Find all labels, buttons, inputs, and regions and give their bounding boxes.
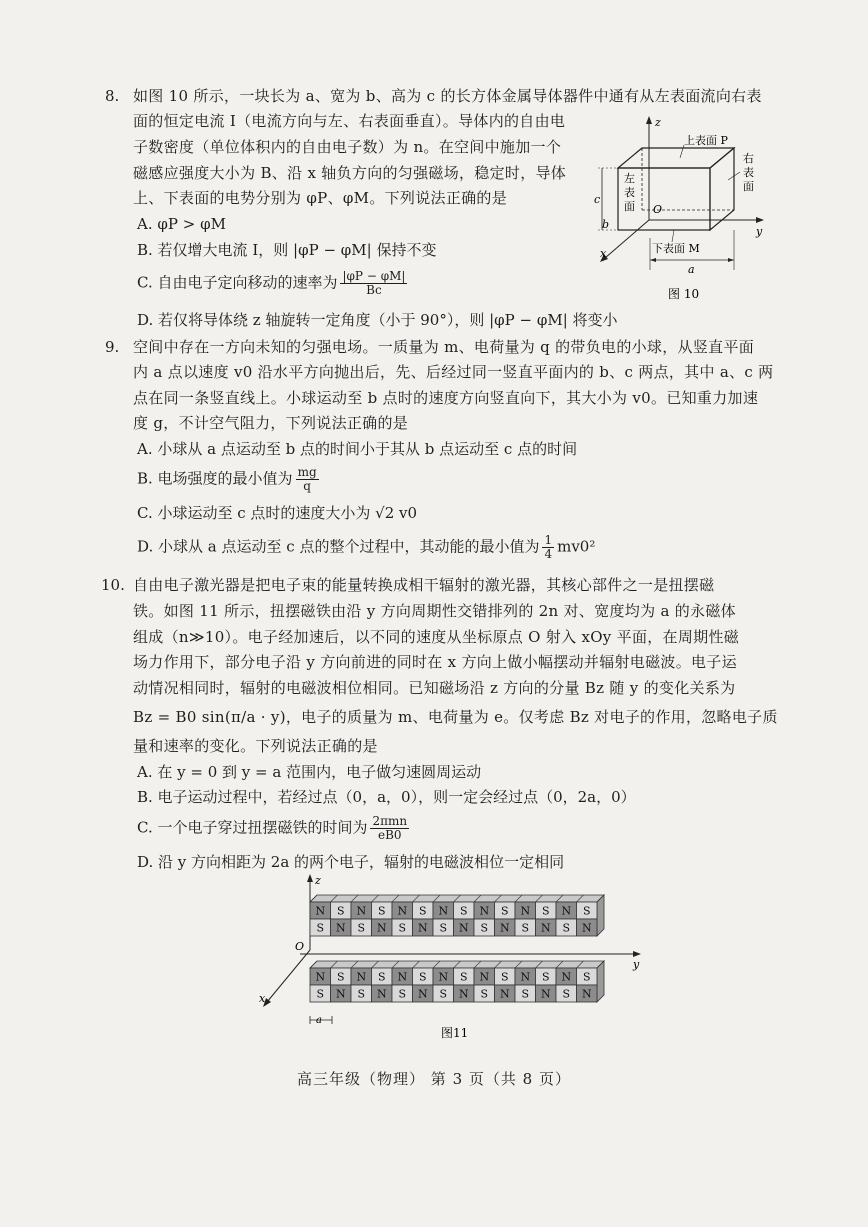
q9-line: 点在同一条竖直线上。小球运动至 b 点时的速度方向竖直向下，其大小为 v0。已知重力加速 [133, 389, 759, 407]
magnet-pole-label: N [520, 970, 531, 984]
fig10-axis-y: y [756, 225, 763, 238]
magnet-array-top [310, 895, 604, 936]
magnet-pole-label: N [520, 904, 531, 918]
magnet-pole-label: N [356, 904, 367, 918]
magnet-side-face [597, 961, 604, 1002]
q8-line: 子数密度（单位体积内的自由电子数）为 n。在空间中施加一个 [133, 138, 562, 156]
q10-line: 场力作用下，部分电子沿 y 方向前进的同时在 x 方向上做小幅摆动并辐射电磁波。电子运 [133, 653, 737, 671]
figure-11 [255, 872, 655, 1042]
magnet-pole-label: S [541, 970, 550, 984]
page-footer: 高三年级（物理） 第 3 页（共 8 页） [297, 1070, 571, 1088]
figure-10 [580, 110, 770, 305]
q9-option-c: C. 小球运动至 c 点时的速度大小为 √2 v0 [137, 504, 418, 522]
q10-line: 自由电子激光器是把电子束的能量转换成相干辐射的激光器，其核心部件之一是扭摆磁 [133, 576, 715, 594]
magnet-pole-label: S [398, 987, 407, 1001]
q10-line: 量和速率的变化。下列说法正确的是 [133, 737, 378, 755]
magnet-pole-label: S [582, 970, 591, 984]
magnet-side-face [597, 895, 604, 936]
fig10-left-label: 左 [624, 172, 635, 185]
magnet-pole-label: S [439, 987, 448, 1001]
magnet-pole-label: S [582, 904, 591, 918]
magnet-pole-label: S [377, 904, 386, 918]
q10-line: 动情况相同时，辐射的电磁波相位相同。已知磁场沿 z 方向的分量 Bz 随 y 的变化关系为 [133, 679, 736, 697]
q8-line: 面的恒定电流 I（电流方向与左、右表面垂直）。导体内的自由电 [133, 112, 566, 130]
fig10-dim-a: a [688, 263, 695, 276]
fig11-axis-y: y [633, 958, 640, 971]
q9-line: 内 a 点以速度 v0 沿水平方向抛出后，先、后经过同一竖直平面内的 b、c 两点，其中 a、c 两 [133, 363, 774, 381]
q8-c-fraction: $\frac{|\varphi P - \varphi M|}{Bc}$ [342, 269, 406, 297]
svg-text:面: 面 [743, 180, 754, 193]
q10-option-b: B. 电子运动过程中，若经过点（0，a，0），则一定会经过点（0，2a，0） [137, 788, 636, 806]
q10-option-c: C. 一个电子穿过扭摆磁铁的时间为 $\frac{\text{2πmn}}{eB0}$ [137, 814, 408, 842]
q8-line: 如图 10 所示，一块长为 a、宽为 b、高为 c 的长方体金属导体器件中通有从左表面流向右表 [133, 87, 762, 105]
magnet-pole-label: S [336, 970, 345, 984]
q9-line: 度 g，不计空气阻力，下列说法正确的是 [133, 414, 409, 432]
q9-option-d: D. 小球从 a 点运动至 c 点的整个过程中，其动能的最小值为 $\frac{1}{4}$ mv0² [137, 533, 596, 561]
svg-text:表: 表 [624, 186, 635, 199]
q9-option-b: B. 电场强度的最小值为 $\frac{mg}{q}$ [137, 465, 317, 493]
q10-c-fraction: $\frac{\text{2πmn}}{eB0}$ [372, 814, 408, 842]
fig10-right-label: 右 [743, 152, 754, 165]
magnet-pole-label: S [418, 904, 427, 918]
fig10-axis-x: x [600, 247, 607, 260]
q8-option-b: B. 若仅增大电流 I，则 |φP − φM| 保持不变 [137, 241, 437, 259]
q10-line: 铁。如图 11 所示，扭摆磁铁由沿 y 方向周期性交错排列的 2n 对、宽度均为 a 的永磁体 [133, 602, 736, 620]
magnet-pole-label: S [357, 987, 366, 1001]
q10-option-a: A. 在 y = 0 到 y = a 范围内，电子做匀速圆周运动 [137, 763, 482, 781]
magnet-pole-label: N [479, 970, 490, 984]
magnet-pole-label: N [397, 904, 408, 918]
magnet-pole-label: N [335, 921, 346, 935]
fig11-caption: 图11 [441, 1026, 469, 1040]
q8-line: 磁感应强度大小为 B、沿 x 轴负方向的匀强磁场，稳定时，导体 [133, 164, 567, 182]
fig10-caption: 图 10 [668, 287, 700, 301]
magnet-pole-label: S [480, 921, 489, 935]
magnet-pole-label: S [562, 921, 571, 935]
fig10-dim-b: b [602, 218, 610, 231]
q9-d-fraction: $\frac{1}{4}$ [544, 533, 553, 561]
fig10-axis-z: z [655, 116, 661, 129]
fig10-bottom-label: 下表面 M [652, 242, 700, 255]
q8-option-a: A. φP > φM [137, 215, 226, 233]
magnet-pole-label: N [438, 970, 449, 984]
magnet-pole-label: N [581, 987, 592, 1001]
q10-line: 组成（n≫10）。电子经加速后，以不同的速度从坐标原点 O 射入 xOy 平面，在周期性磁 [133, 628, 740, 646]
magnet-pole-label: S [418, 970, 427, 984]
magnet-pole-label: N [417, 921, 428, 935]
magnet-pole-label: N [356, 970, 367, 984]
q8-line: 上、下表面的电势分别为 φP、φM。下列说法正确的是 [133, 189, 508, 207]
q10-line: Bz = B0 sin(π/a · y)，电子的质量为 m、电荷量为 e。仅考虑 Bz 对电子的作用，忽略电子质 [133, 708, 778, 726]
fig10-dim-c: c [594, 193, 601, 206]
magnet-pole-label: S [398, 921, 407, 935]
q8-option-d: D. 若仅将导体绕 z 轴旋转一定角度（小于 90°），则 |φP − φM| 将变小 [137, 311, 618, 329]
fig10-origin: O [653, 203, 663, 216]
magnet-pole-label: N [458, 987, 469, 1001]
magnet-pole-label: N [540, 987, 551, 1001]
fig11-axis-x: x [259, 992, 266, 1005]
magnet-pole-label: S [521, 921, 530, 935]
magnet-pole-label: N [417, 987, 428, 1001]
magnet-array-bottom [310, 961, 604, 1002]
q9-line: 空间中存在一方向未知的匀强电场。一质量为 m、电荷量为 q 的带负电的小球，从竖直平面 [133, 338, 755, 356]
q8-number: 8. [105, 87, 120, 105]
magnet-pole-label: S [500, 970, 509, 984]
fig11-axis-z: z [315, 874, 321, 887]
q9-number: 9. [105, 338, 120, 356]
fig10-top-label: 上表面 P [684, 134, 728, 147]
fig11-origin: O [295, 940, 305, 953]
magnet-pole-label: S [500, 904, 509, 918]
q10-option-d: D. 沿 y 方向相距为 2a 的两个电子，辐射的电磁波相位一定相同 [137, 853, 565, 871]
magnet-pole-label: S [439, 921, 448, 935]
magnet-pole-label: N [499, 987, 510, 1001]
magnet-pole-label: S [377, 970, 386, 984]
magnet-pole-label: N [376, 921, 387, 935]
q9-option-a: A. 小球从 a 点运动至 b 点的时间小于其从 b 点运动至 c 点的时间 [137, 440, 578, 458]
magnet-pole-label: S [459, 970, 468, 984]
magnet-pole-label: N [458, 921, 469, 935]
magnet-pole-label: N [479, 904, 490, 918]
svg-text:表: 表 [743, 166, 754, 179]
magnet-pole-label: S [316, 921, 325, 935]
magnet-pole-label: N [540, 921, 551, 935]
fig11-dim-a: a [316, 1015, 322, 1026]
q8-option-c: C. 自由电子定向移动的速率为 $\frac{|\varphi P - \varphi M|}{Bc}$ [137, 269, 406, 297]
magnet-pole-label: N [499, 921, 510, 935]
magnet-pole-label: S [459, 904, 468, 918]
q9-b-fraction: $\frac{mg}{q}$ [297, 465, 317, 493]
magnet-pole-label: S [541, 904, 550, 918]
svg-text:面: 面 [624, 200, 635, 213]
magnet-pole-label: N [315, 970, 326, 984]
magnet-pole-label: S [357, 921, 366, 935]
magnet-pole-label: S [316, 987, 325, 1001]
magnet-pole-label: N [335, 987, 346, 1001]
magnet-pole-label: N [561, 970, 572, 984]
magnet-pole-label: S [521, 987, 530, 1001]
magnet-pole-label: N [438, 904, 449, 918]
magnet-pole-label: N [397, 970, 408, 984]
q10-number: 10. [101, 576, 125, 594]
magnet-pole-label: N [315, 904, 326, 918]
magnet-pole-label: N [376, 987, 387, 1001]
magnet-pole-label: S [480, 987, 489, 1001]
magnet-pole-label: N [561, 904, 572, 918]
magnet-pole-label: S [562, 987, 571, 1001]
magnet-pole-label: S [336, 904, 345, 918]
magnet-pole-label: N [581, 921, 592, 935]
